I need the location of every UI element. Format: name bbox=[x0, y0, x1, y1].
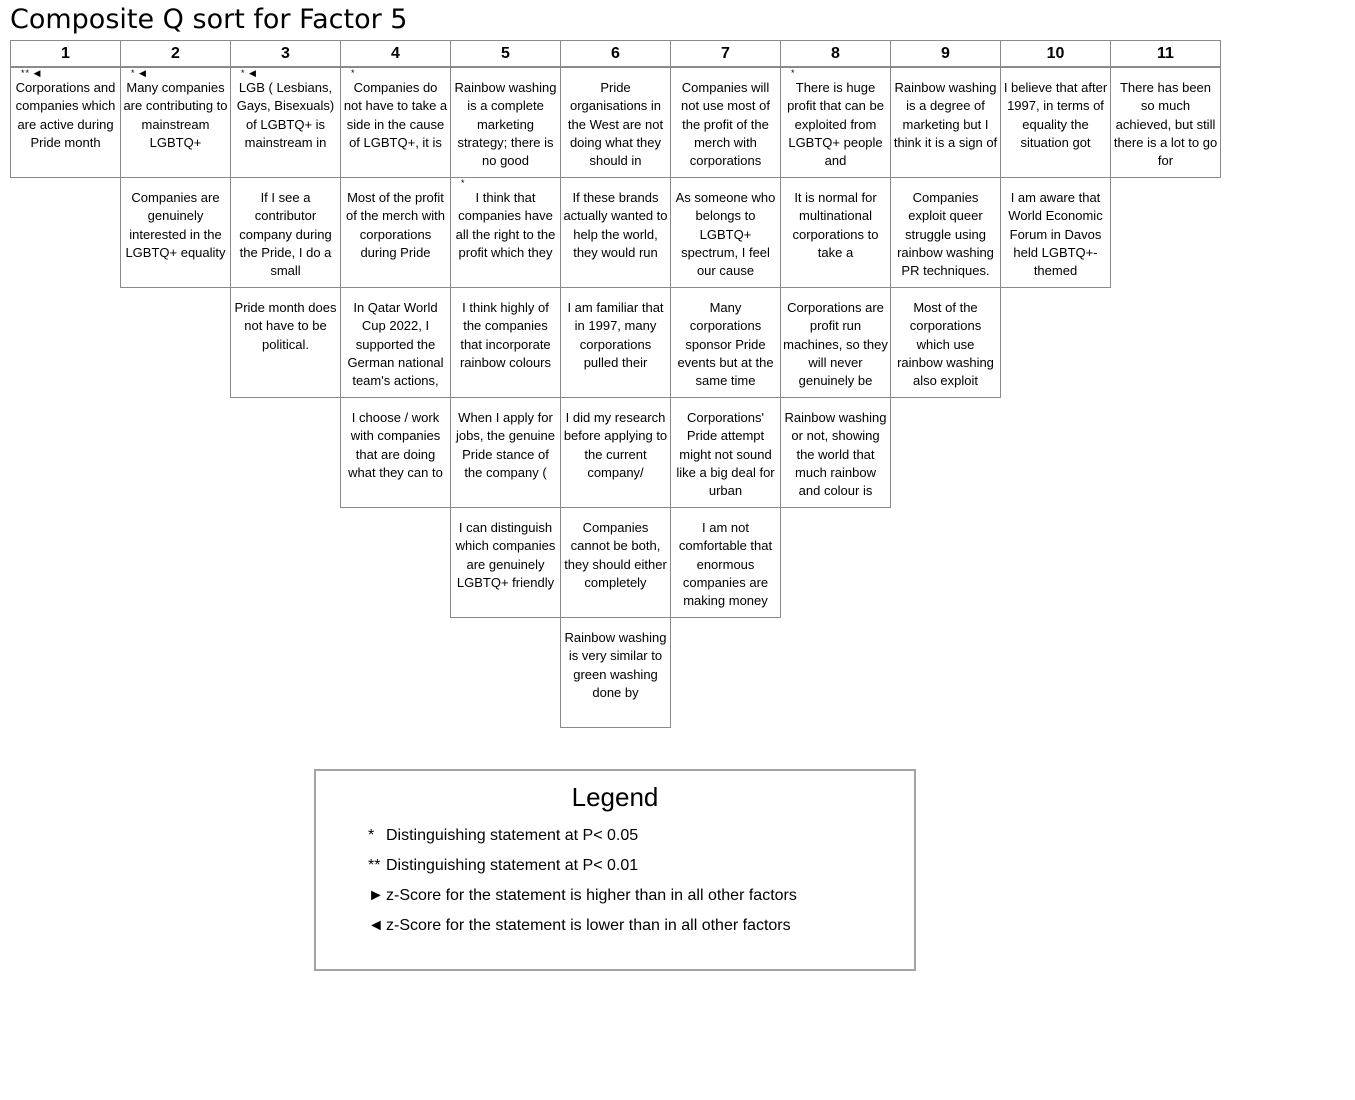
statement-text: As someone who belongs to LGBTQ+ spectrum, I feel our cause bbox=[675, 190, 776, 279]
statement-card bbox=[560, 617, 671, 728]
statement-card bbox=[340, 397, 451, 508]
legend-text: Distinguishing statement at P< 0.01 bbox=[386, 857, 639, 874]
statement-card bbox=[1000, 67, 1111, 178]
statement-card bbox=[560, 287, 671, 398]
statement-text: When I apply for jobs, the genuine Pride stance of the company ( bbox=[455, 410, 556, 480]
statement-text: There is huge profit that can be exploited from LGBTQ+ people and bbox=[787, 80, 884, 169]
statement-text: Most of the corporations which use rainbow washing also exploit bbox=[897, 300, 994, 389]
statement-text: Rainbow washing is a complete marketing strategy; there is no good bbox=[454, 80, 557, 169]
statement-text: I think that companies have all the right to the profit which they bbox=[455, 190, 556, 260]
legend-text: Distinguishing statement at P< 0.05 bbox=[386, 827, 639, 844]
column-header: 8 bbox=[780, 40, 891, 67]
statement-text: I can distinguish which companies are genuinely LGBTQ+ friendly bbox=[455, 520, 556, 590]
statement-text: I am not comfortable that enormous companies are making money bbox=[678, 520, 773, 609]
statement-text: Companies will not use most of the profit of the merch with corporations bbox=[681, 80, 770, 169]
statement-marker: * ◀ bbox=[241, 68, 257, 78]
statement-card bbox=[560, 67, 671, 178]
statement-card bbox=[890, 177, 1001, 288]
statement-text: Companies cannot be both, they should either completely bbox=[564, 520, 667, 590]
statement-card bbox=[780, 287, 891, 398]
statement-text: Rainbow washing is a degree of marketing but I think it is a sign of bbox=[893, 80, 998, 150]
statement-card bbox=[670, 397, 781, 508]
statement-card bbox=[890, 287, 1001, 398]
legend-symbol: * bbox=[368, 827, 375, 844]
statement-text: Rainbow washing or not, showing the world that much rainbow and colour is bbox=[784, 410, 887, 499]
statement-card bbox=[780, 397, 891, 508]
statement-card bbox=[1110, 67, 1221, 178]
statement-text: Corporations' Pride attempt might not sound like a big deal for urban bbox=[676, 410, 775, 499]
statement-text: Corporations and companies which are active during Pride month bbox=[15, 80, 116, 150]
statement-text: I think highly of the companies that incorporate rainbow colours bbox=[459, 300, 552, 370]
statement-text: Companies are genuinely interested in the LGBTQ+ equality bbox=[125, 190, 226, 260]
statement-text: I did my research before applying to the current company/ bbox=[563, 410, 668, 480]
statement-card bbox=[230, 287, 341, 398]
statement-text: Many corporations sponsor Pride events but at the same time bbox=[677, 300, 774, 389]
statement-marker: * bbox=[791, 68, 796, 78]
statement-card bbox=[340, 67, 451, 178]
statement-text: I choose / work with companies that are doing what they can to bbox=[348, 410, 443, 480]
statement-card bbox=[230, 67, 341, 178]
statement-card bbox=[450, 177, 561, 288]
statement-card bbox=[560, 177, 671, 288]
statement-card bbox=[450, 67, 561, 178]
statement-text: Companies exploit queer struggle using rainbow washing PR techniques. bbox=[897, 190, 994, 279]
legend-text: z-Score for the statement is lower than in all other factors bbox=[386, 917, 791, 934]
statement-text: Many companies are contributing to mainstream LGBTQ+ bbox=[123, 80, 228, 150]
column-header: 4 bbox=[340, 40, 451, 67]
statement-card bbox=[890, 67, 1001, 178]
statement-card bbox=[670, 177, 781, 288]
statement-text: Most of the profit of the merch with corporations during Pride bbox=[346, 190, 445, 260]
statement-card bbox=[450, 397, 561, 508]
column-header: 6 bbox=[560, 40, 671, 67]
column-header: 2 bbox=[120, 40, 231, 67]
statement-card bbox=[340, 287, 451, 398]
legend-symbol: ► bbox=[368, 887, 384, 904]
statement-card bbox=[560, 397, 671, 508]
statement-card bbox=[1000, 177, 1111, 288]
column-header: 1 bbox=[10, 40, 121, 67]
legend-item bbox=[368, 856, 638, 876]
legend-item bbox=[368, 886, 797, 906]
statement-card bbox=[670, 67, 781, 178]
statement-text: I am aware that World Economic Forum in Davos held LGBTQ+-themed bbox=[1008, 190, 1103, 279]
statement-text: I am familiar that in 1997, many corporations pulled their bbox=[567, 300, 664, 370]
statement-text: It is normal for multinational corporations to take a bbox=[792, 190, 879, 260]
statement-card bbox=[450, 287, 561, 398]
legend-symbol: ◄ bbox=[368, 917, 384, 934]
column-header: 9 bbox=[890, 40, 1001, 67]
column-header: 5 bbox=[450, 40, 561, 67]
legend-symbol: ** bbox=[368, 857, 381, 874]
statement-text: Pride organisations in the West are not doing what they should in bbox=[567, 80, 664, 169]
statement-card bbox=[560, 507, 671, 618]
statement-text: LGB ( Lesbians, Gays, Bisexuals) of LGBTQ+ is mainstream in bbox=[236, 80, 335, 150]
legend-item bbox=[368, 916, 791, 936]
statement-text: If I see a contributor company during the Pride, I do a small bbox=[239, 190, 332, 279]
legend-item bbox=[368, 826, 638, 846]
legend-text: z-Score for the statement is higher than in all other factors bbox=[386, 887, 797, 904]
column-header: 11 bbox=[1110, 40, 1221, 67]
statement-text: I believe that after 1997, in terms of equality the situation got bbox=[1003, 80, 1108, 150]
column-header: 7 bbox=[670, 40, 781, 67]
statement-card bbox=[340, 177, 451, 288]
statement-card bbox=[780, 177, 891, 288]
statement-card bbox=[670, 507, 781, 618]
statement-card bbox=[230, 177, 341, 288]
statement-text: Corporations are profit run machines, so they will never genuinely be bbox=[783, 300, 888, 389]
column-header: 3 bbox=[230, 40, 341, 67]
column-header: 10 bbox=[1000, 40, 1111, 67]
statement-marker: * ◀ bbox=[131, 68, 147, 78]
statement-card bbox=[450, 507, 561, 618]
statement-card bbox=[120, 177, 231, 288]
statement-card bbox=[780, 67, 891, 178]
page-title: Composite Q sort for Factor 5 bbox=[10, 4, 408, 35]
statement-text: Pride month does not have to be political. bbox=[234, 300, 337, 352]
statement-text: If these brands actually wanted to help the world, they would run bbox=[563, 190, 668, 260]
statement-marker: * bbox=[351, 68, 356, 78]
statement-marker: ** ◀ bbox=[21, 68, 42, 78]
statement-card bbox=[670, 287, 781, 398]
statement-text: In Qatar World Cup 2022, I supported the German national team's actions, bbox=[347, 300, 444, 389]
statement-card bbox=[120, 67, 231, 178]
statement-text: Rainbow washing is very similar to green washing done by bbox=[564, 630, 667, 700]
statement-card bbox=[10, 67, 121, 178]
legend-title: Legend bbox=[571, 782, 659, 812]
legend-box bbox=[314, 769, 916, 971]
statement-text: Companies do not have to take a side in the cause of LGBTQ+, it is bbox=[343, 80, 448, 150]
statement-marker: * bbox=[461, 178, 466, 188]
statement-text: There has been so much achieved, but still there is a lot to go for bbox=[1113, 80, 1218, 169]
